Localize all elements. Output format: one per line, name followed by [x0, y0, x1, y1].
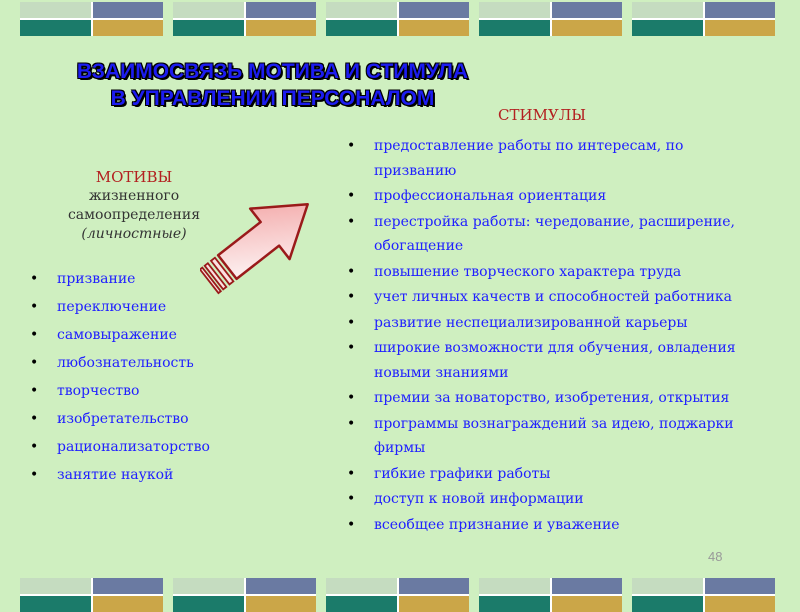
- bullet: •: [30, 327, 39, 343]
- decor-tile: [173, 2, 316, 36]
- motive-item-text: рационализаторство: [57, 439, 210, 455]
- decor-tile: [20, 2, 163, 36]
- stimulus-item-text: повышение творческого характера труда: [374, 263, 682, 280]
- title-line-1: ВЗАИМОСВЯЗЬ МОТИВА И СТИМУЛА: [76, 60, 469, 83]
- motives-subheading-1: жизненного: [88, 188, 180, 204]
- list-item: [30, 405, 250, 433]
- list-item: [30, 321, 250, 349]
- decor-tile: [479, 578, 622, 612]
- motive-item-text: занятие наукой: [57, 467, 174, 483]
- list-item: [347, 260, 747, 285]
- decor-tile: [326, 578, 469, 612]
- bullet: •: [30, 383, 39, 399]
- stimulus-item-text: перестройка работы: чередование, расширение, обогащение: [374, 213, 735, 254]
- motives-subheading-2: самоопределения: [67, 207, 201, 223]
- motive-item-text: переключение: [57, 299, 167, 315]
- top-decor-band: [0, 2, 800, 36]
- slide-title: [40, 58, 505, 112]
- motives-heading: МОТИВЫ: [95, 168, 173, 186]
- list-item: [347, 210, 747, 259]
- list-item: [347, 513, 747, 538]
- stimulus-item-text: премии за новаторство, изобретения, открытия: [374, 390, 730, 406]
- motive-item-text: творчество: [57, 383, 140, 399]
- bullet: •: [30, 299, 39, 315]
- list-item: [347, 386, 747, 411]
- bullet: •: [30, 439, 39, 455]
- bullet: •: [347, 390, 356, 406]
- bullet: •: [347, 491, 356, 507]
- motive-item-text: самовыражение: [57, 327, 177, 343]
- motive-item-text: призвание: [57, 271, 136, 287]
- bullet: •: [30, 271, 39, 287]
- list-item: [347, 184, 747, 209]
- decor-tile: [632, 578, 775, 612]
- list-item: [30, 349, 250, 377]
- bullet: •: [347, 263, 356, 280]
- bullet: •: [347, 465, 356, 482]
- bullet: •: [347, 289, 356, 305]
- list-item: [347, 412, 747, 461]
- stimulus-item-text: профессиональная ориентация: [374, 188, 607, 204]
- decor-tile: [479, 2, 622, 36]
- stimuli-list: [347, 134, 747, 538]
- stimulus-item-text: предоставление работы по интересам, по призванию: [374, 138, 684, 179]
- stimulus-item-text: доступ к новой информации: [374, 491, 584, 507]
- stimulus-item-text: широкие возможности для обучения, овладения новыми знаниями: [374, 340, 736, 381]
- stimulus-item-text: всеобщее признание и уважение: [374, 516, 620, 533]
- bullet: •: [347, 340, 356, 356]
- motive-item-text: изобретательство: [57, 411, 189, 427]
- motives-subheading-3: (личностные): [81, 226, 187, 242]
- title-line-2: В УПРАВЛЕНИИ ПЕРСОНАЛОМ: [110, 87, 435, 110]
- stimulus-item-text: развитие неспециализированной карьеры: [374, 314, 688, 331]
- bullet: •: [347, 314, 356, 331]
- decor-tile: [173, 578, 316, 612]
- bullet: •: [30, 355, 39, 371]
- list-item: [30, 377, 250, 405]
- list-item: [347, 285, 747, 310]
- list-item: [30, 433, 250, 461]
- arrow-icon: [200, 185, 335, 300]
- decor-tile: [20, 578, 163, 612]
- bullet: •: [347, 415, 356, 432]
- list-item: [30, 461, 250, 489]
- bullet: •: [30, 467, 39, 483]
- bullet: •: [347, 213, 356, 230]
- list-item: [347, 462, 747, 487]
- list-item: [347, 336, 747, 385]
- decor-tile: [326, 2, 469, 36]
- list-item: [347, 311, 747, 336]
- stimulus-item-text: программы вознаграждений за идею, поджарки фирмы: [374, 415, 734, 456]
- bullet: •: [30, 411, 39, 427]
- bottom-decor-band: [0, 578, 800, 612]
- page-number: 48: [708, 549, 723, 564]
- list-item: [347, 134, 747, 183]
- motive-item-text: любознательность: [57, 355, 194, 371]
- bullet: •: [347, 138, 356, 154]
- decor-tile: [632, 2, 775, 36]
- bullet: •: [347, 516, 356, 533]
- list-item: [347, 487, 747, 512]
- stimuli-heading: СТИМУЛЫ: [498, 106, 587, 124]
- stimulus-item-text: гибкие графики работы: [374, 465, 551, 482]
- bullet: •: [347, 188, 356, 204]
- stimulus-item-text: учет личных качеств и способностей работника: [374, 289, 732, 305]
